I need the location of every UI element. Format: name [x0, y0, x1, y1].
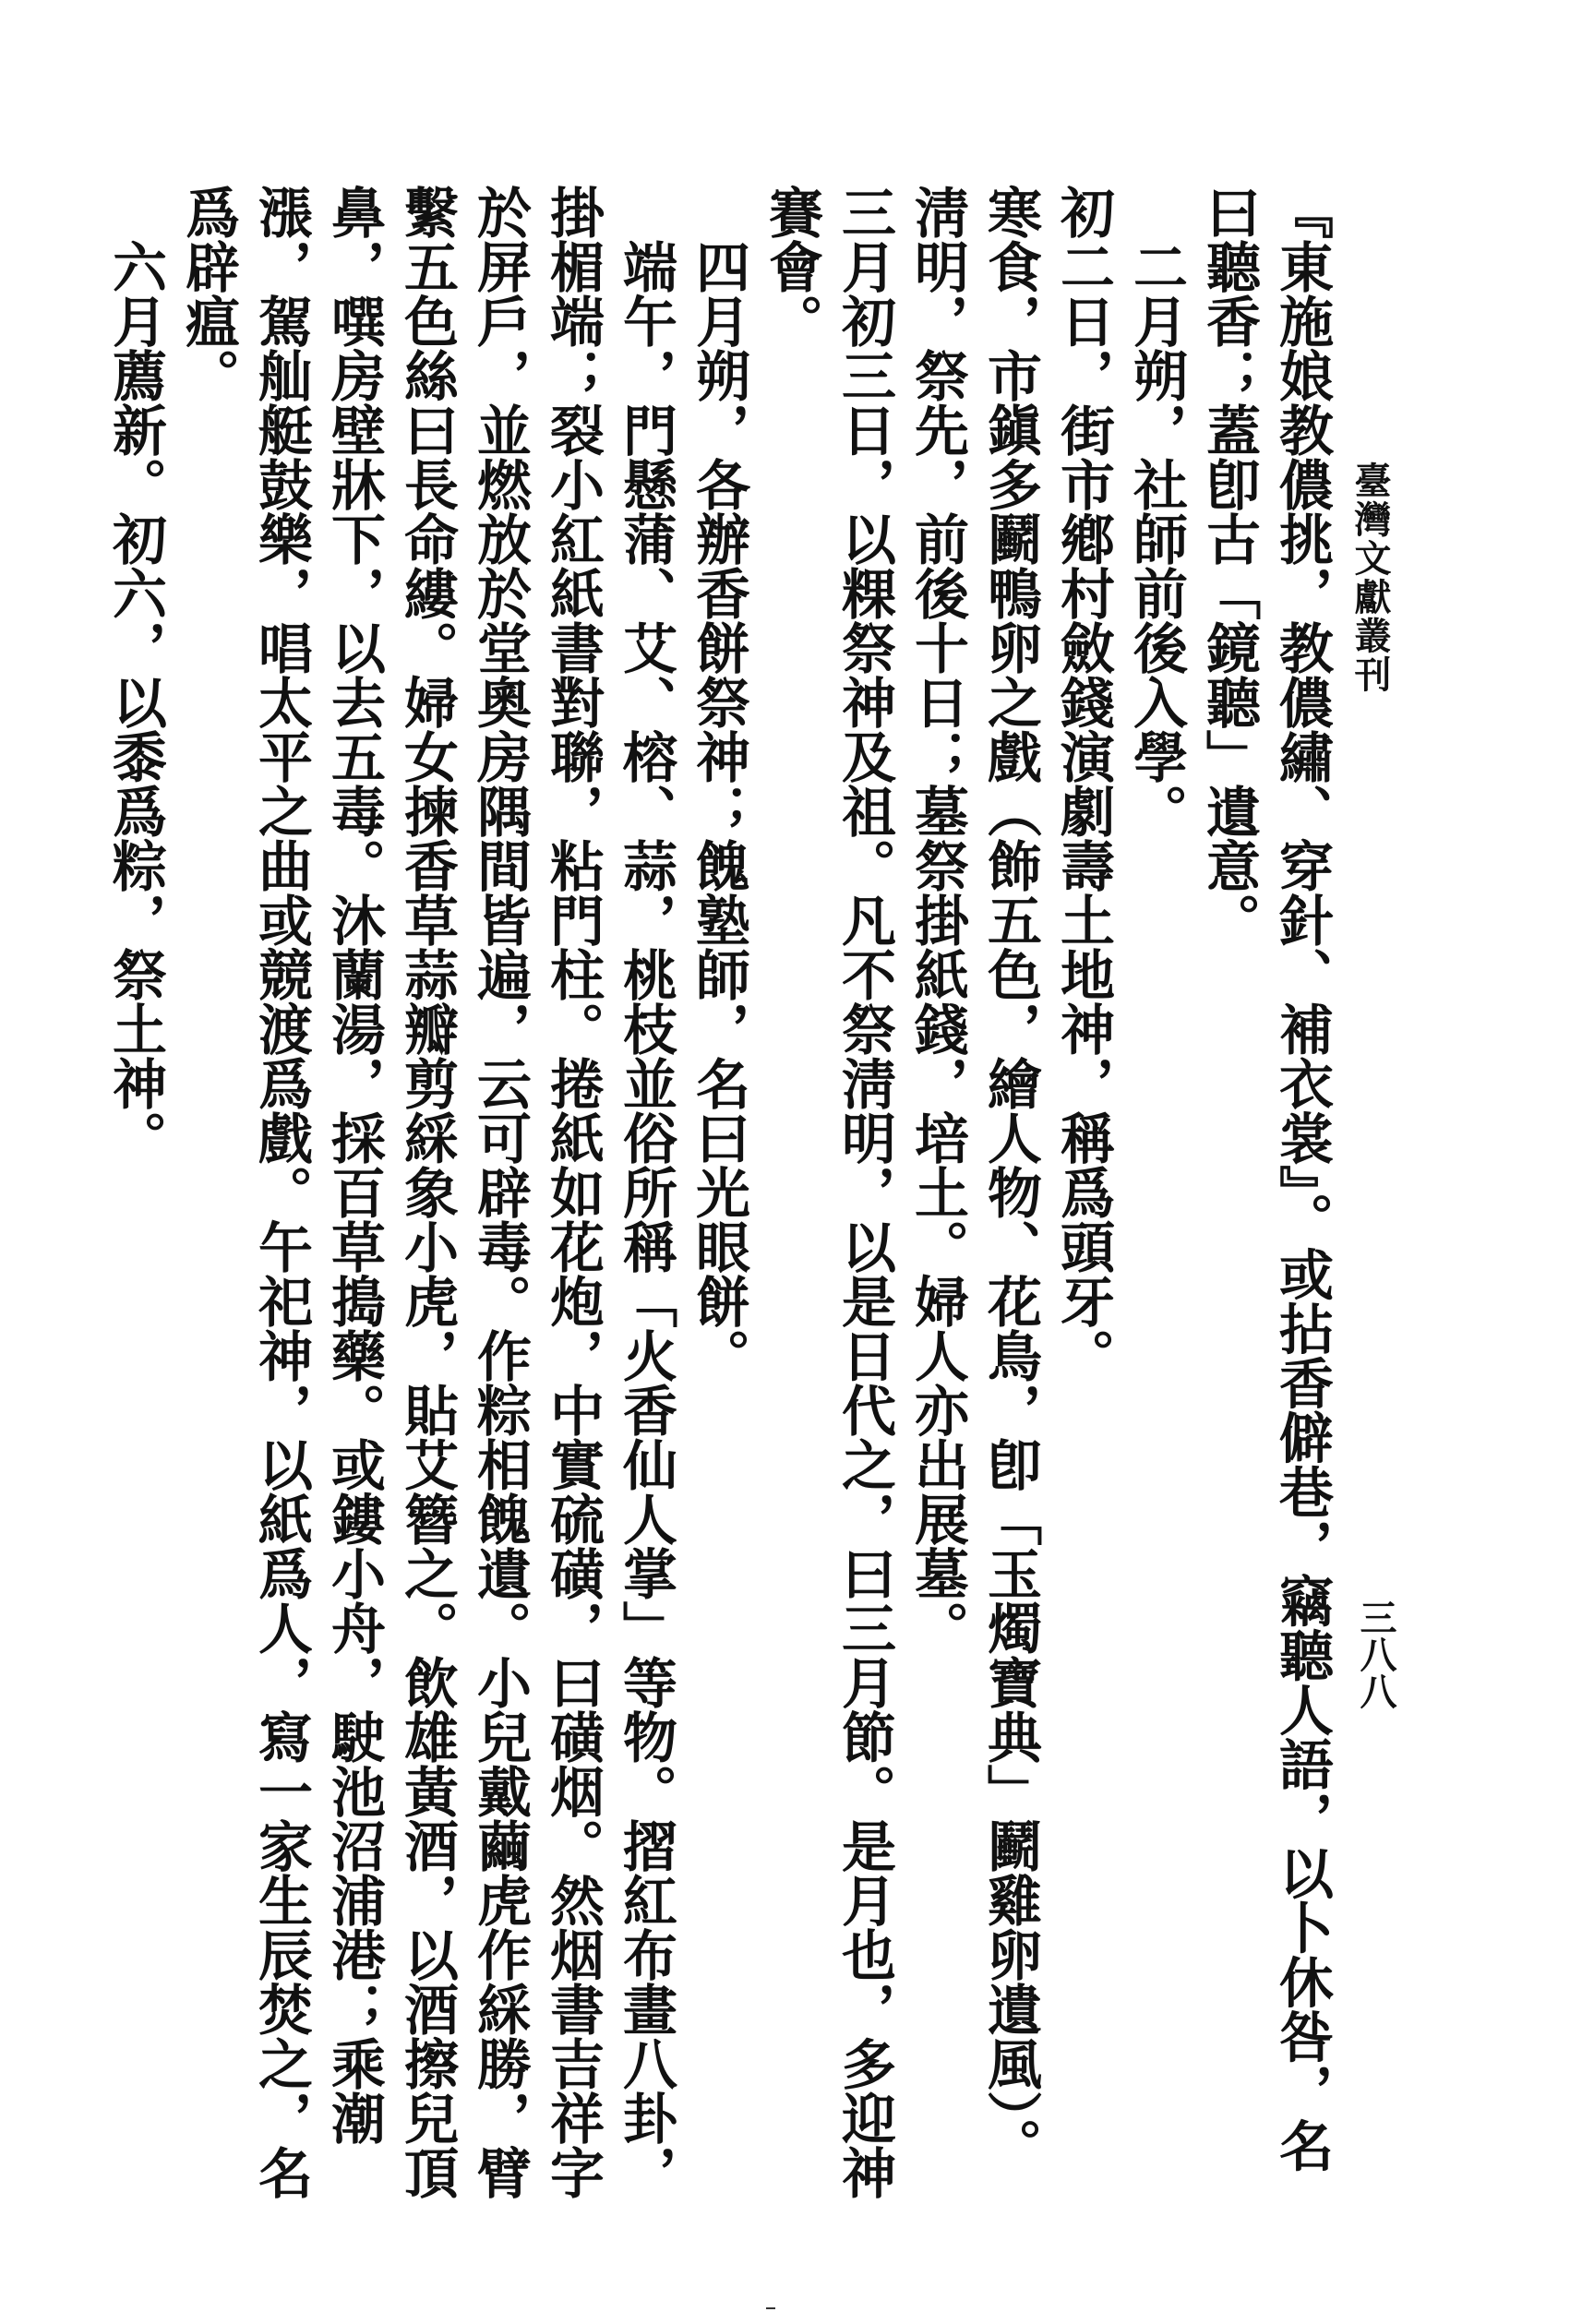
page-number: 三八八	[1354, 1599, 1397, 1709]
body-text	[103, 185, 1338, 2215]
paragraph: 初二日，街市鄕村斂錢演劇壽土地神，稱爲頭牙。	[1051, 185, 1115, 1383]
paragraph: 四月朔，各辦香餅祭神；餽塾師，名曰光眼餅。	[687, 239, 750, 1383]
paragraph: 六月薦新。初六，以黍爲粽，祭土神。	[103, 239, 167, 1165]
scan-mark	[766, 2307, 775, 2309]
paragraph: 二月朔，社師前後入學。	[1124, 239, 1188, 838]
paragraph: 三月初三日，以粿祭神及祖。凡不祭淸明，以是日代之，曰三月節。是月也，多迎神賽會。	[760, 185, 896, 2199]
page-header-title: 臺灣文獻叢刊	[1348, 461, 1392, 694]
paragraph: 端午，門懸蒲、艾、榕、蒜，桃枝並俗所稱「火香仙人掌」等物。摺紅布畫八卦，掛楣端；裂小紅紙書對聯，粘門柱。捲紙如花炮，中實硫磺，曰磺烟。然烟書吉祥字於屏戶，並燃放於堂奧房隅間皆遍，云可辟毒。作粽相餽遺。小兒戴繭虎作綵勝，臂繫五色絲曰長命縷。婦女揀香草蒜瓣剪綵象小虎，貼艾簪之。飲雄黃酒，以酒擦兒頂鼻，噀房壁牀下，以去五毒。沐蘭湯，採百草搗藥。或鏤小舟，駛池沼浦港；乘潮漲，駕舢艇鼓樂，唱太平之曲或競渡爲戲。午祀神，以紙爲人，寫一家生辰焚之，名爲辟瘟。	[176, 185, 677, 2199]
paragraph: 寒食，市鎭多鬬鴨卵之戲（飾五色，繪人物、花鳥，卽「玉燭寶典」鬬雞卵遺風）。	[978, 185, 1042, 2173]
paragraph: 淸明，祭先，前後十日；墓祭掛紙錢，培土。婦人亦出展墓。	[905, 185, 969, 1655]
paragraph: 『東施娘教儂挑，教儂繡、穿針、補衣裳』。或拈香僻巷，竊聽人語，以卜休咎，名曰聽香；蓋卽古「鏡聽」遺意。	[1197, 185, 1334, 2173]
